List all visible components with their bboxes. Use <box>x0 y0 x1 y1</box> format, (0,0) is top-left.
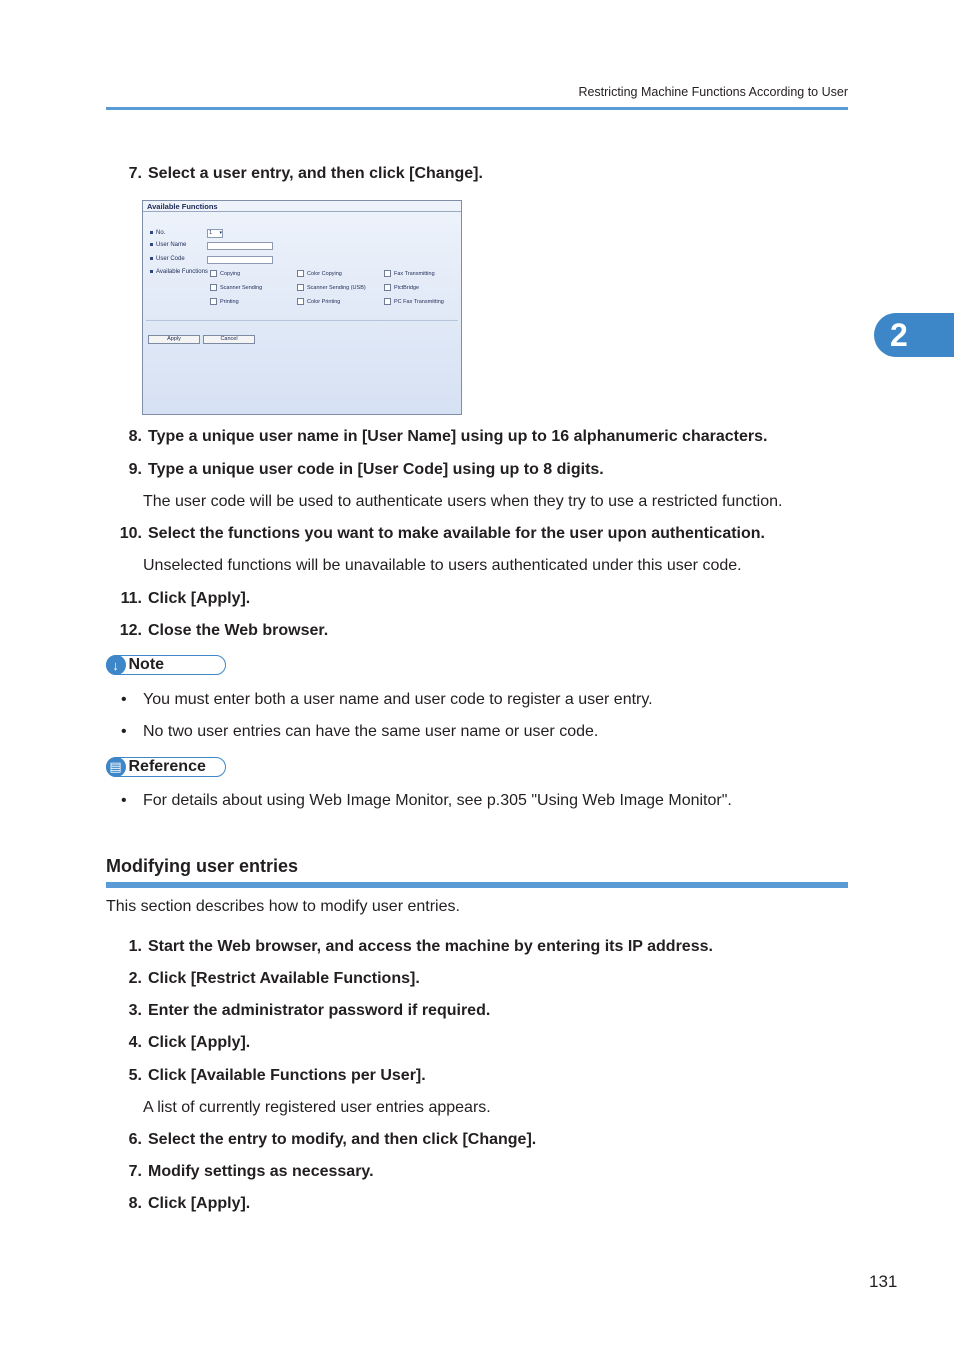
checkbox-pc-fax-transmitting[interactable]: PC Fax Transmitting <box>384 298 444 305</box>
no-select[interactable]: 1 ▾ <box>209 230 222 236</box>
step-7: 7. Select a user entry, and then click [Change]. <box>128 165 483 182</box>
step-11: 11. Click [Apply]. <box>120 590 251 607</box>
checkbox-icon <box>297 270 304 277</box>
checkbox-icon <box>210 298 217 305</box>
checkbox-color-copying[interactable]: Color Copying <box>297 270 342 277</box>
mod-step-1: 1. Start the Web browser, and access the machine by entering its IP address. <box>128 938 713 955</box>
screenshot-title: Available Functions <box>143 201 461 212</box>
checkbox-pictbridge[interactable]: PictBridge <box>384 284 419 291</box>
mod-step-3: 3. Enter the administrator password if required. <box>128 1002 491 1019</box>
step-10-detail: Unselected functions will be unavailable to users authenticated under this user code. <box>143 557 742 574</box>
user-name-field[interactable] <box>207 242 273 250</box>
page-number: 131 <box>869 1272 898 1291</box>
reference-item: • For details about using Web Image Monitor, see p.305 "Using Web Image Monitor". <box>121 792 732 809</box>
available-functions-label: Available Functions <box>150 269 208 275</box>
note-badge: ↓ Note <box>106 655 226 675</box>
checkbox-icon <box>210 284 217 291</box>
checkbox-icon <box>297 284 304 291</box>
apply-button[interactable]: Apply <box>148 335 200 344</box>
document-icon: ▤ <box>106 757 126 777</box>
section-title: Modifying user entries <box>106 856 299 876</box>
note-item: • No two user entries can have the same user name or user code. <box>121 723 599 740</box>
step-9: 9. Type a unique user code in [User Code] using up to 8 digits. <box>128 461 604 478</box>
mod-step-6: 6. Select the entry to modify, and then click [Change]. <box>128 1131 537 1148</box>
checkbox-icon <box>384 270 391 277</box>
mod-step-8: 8. Click [Apply]. <box>128 1195 251 1212</box>
mod-step-5-detail: A list of currently registered user entries appears. <box>143 1099 491 1116</box>
chevron-down-icon: ▾ <box>219 230 222 236</box>
available-functions-screenshot <box>142 200 462 415</box>
checkbox-fax-transmitting[interactable]: Fax Transmitting <box>384 270 435 277</box>
step-12: 12. Close the Web browser. <box>119 622 329 639</box>
mod-step-2: 2. Click [Restrict Available Functions]. <box>128 970 420 987</box>
no-label: No. <box>150 230 165 236</box>
running-header: Restricting Machine Functions According to User <box>578 85 848 99</box>
screenshot-divider <box>146 320 458 321</box>
checkbox-icon <box>384 298 391 305</box>
step-10: 10. Select the functions you want to make available for the user upon authentication. <box>119 525 765 542</box>
step-9-detail: The user code will be used to authenticate users when they try to use a restricted function. <box>143 493 783 510</box>
checkbox-scanner-sending-usb[interactable]: Scanner Sending (USB) <box>297 284 366 291</box>
checkbox-icon <box>297 298 304 305</box>
mod-step-7: 7. Modify settings as necessary. <box>128 1163 374 1180</box>
checkbox-color-printing[interactable]: Color Printing <box>297 298 340 305</box>
checkbox-printing[interactable]: Printing <box>210 298 239 305</box>
checkbox-icon <box>384 284 391 291</box>
arrow-down-icon: ↓ <box>106 655 126 675</box>
section-rule <box>106 882 848 888</box>
reference-badge: ▤ Reference <box>106 757 226 777</box>
note-item: • You must enter both a user name and user code to register a user entry. <box>121 691 653 708</box>
mod-step-4: 4. Click [Apply]. <box>128 1034 251 1051</box>
section-intro: This section describes how to modify user entries. <box>106 898 460 915</box>
mod-step-5: 5. Click [Available Functions per User]. <box>128 1067 426 1084</box>
header-rule <box>106 107 848 110</box>
step-8: 8. Type a unique user name in [User Name] using up to 16 alphanumeric characters. <box>128 428 768 445</box>
cancel-button[interactable]: Cancel <box>203 335 255 344</box>
checkbox-copying[interactable]: Copying <box>210 270 240 277</box>
checkbox-scanner-sending[interactable]: Scanner Sending <box>210 284 262 291</box>
user-name-label: User Name <box>150 242 186 248</box>
user-code-label: User Code <box>150 256 185 262</box>
checkbox-icon <box>210 270 217 277</box>
chapter-tab: 2 <box>874 313 954 357</box>
user-code-field[interactable] <box>207 256 273 264</box>
